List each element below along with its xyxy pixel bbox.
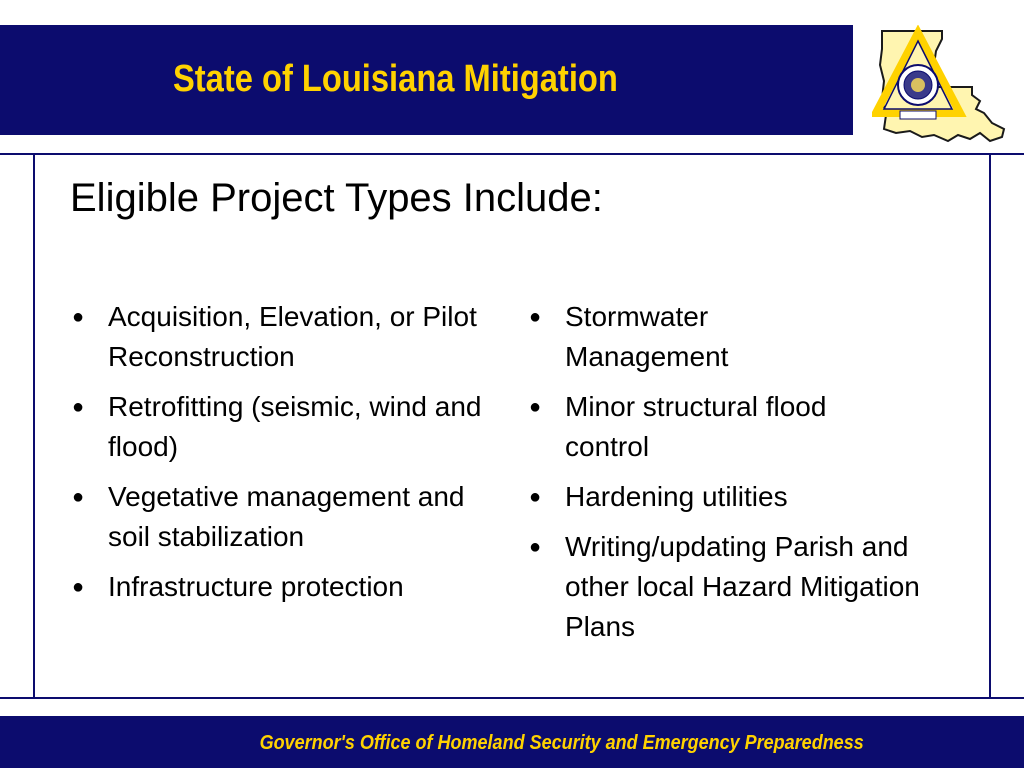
left-border xyxy=(33,153,35,699)
slide-title: State of Louisiana Mitigation xyxy=(173,58,618,100)
list-item: ● Retrofitting (seismic, wind and flood) xyxy=(72,387,492,467)
bullet-dot-icon: ● xyxy=(72,306,85,328)
bullet-dot-icon: ● xyxy=(72,486,85,508)
bullet-dot-icon: ● xyxy=(72,576,85,598)
list-item: ● Infrastructure protection xyxy=(72,567,492,607)
bullet-dot-icon: ● xyxy=(529,486,542,508)
right-bullet-list xyxy=(529,297,929,657)
right-border xyxy=(989,153,991,699)
list-item: ● Acquisition, Elevation, or Pilot Reconstruction xyxy=(72,297,492,377)
list-item: ● Stormwater Management xyxy=(529,297,929,377)
top-divider xyxy=(0,153,1024,155)
list-item: ● Writing/updating Parish and other local Hazard Mitigation Plans xyxy=(529,527,929,647)
bottom-divider xyxy=(0,697,1024,699)
logo-icon xyxy=(872,25,1012,150)
left-bullet-list xyxy=(72,297,492,617)
list-item: ● Minor structural flood control xyxy=(529,387,929,467)
bullet-dot-icon: ● xyxy=(72,396,85,418)
list-item: ● Hardening utilities xyxy=(529,477,929,517)
bullet-dot-icon: ● xyxy=(529,306,542,328)
list-item: ● Vegetative management and soil stabilization xyxy=(72,477,492,557)
louisiana-homeland-security-logo xyxy=(872,25,1012,150)
content-heading: Eligible Project Types Include: xyxy=(70,176,603,220)
bullet-dot-icon: ● xyxy=(529,396,542,418)
bullet-dot-icon: ● xyxy=(529,536,542,558)
footer-text: Governor's Office of Homeland Security and Emergency Preparedness xyxy=(259,732,865,754)
